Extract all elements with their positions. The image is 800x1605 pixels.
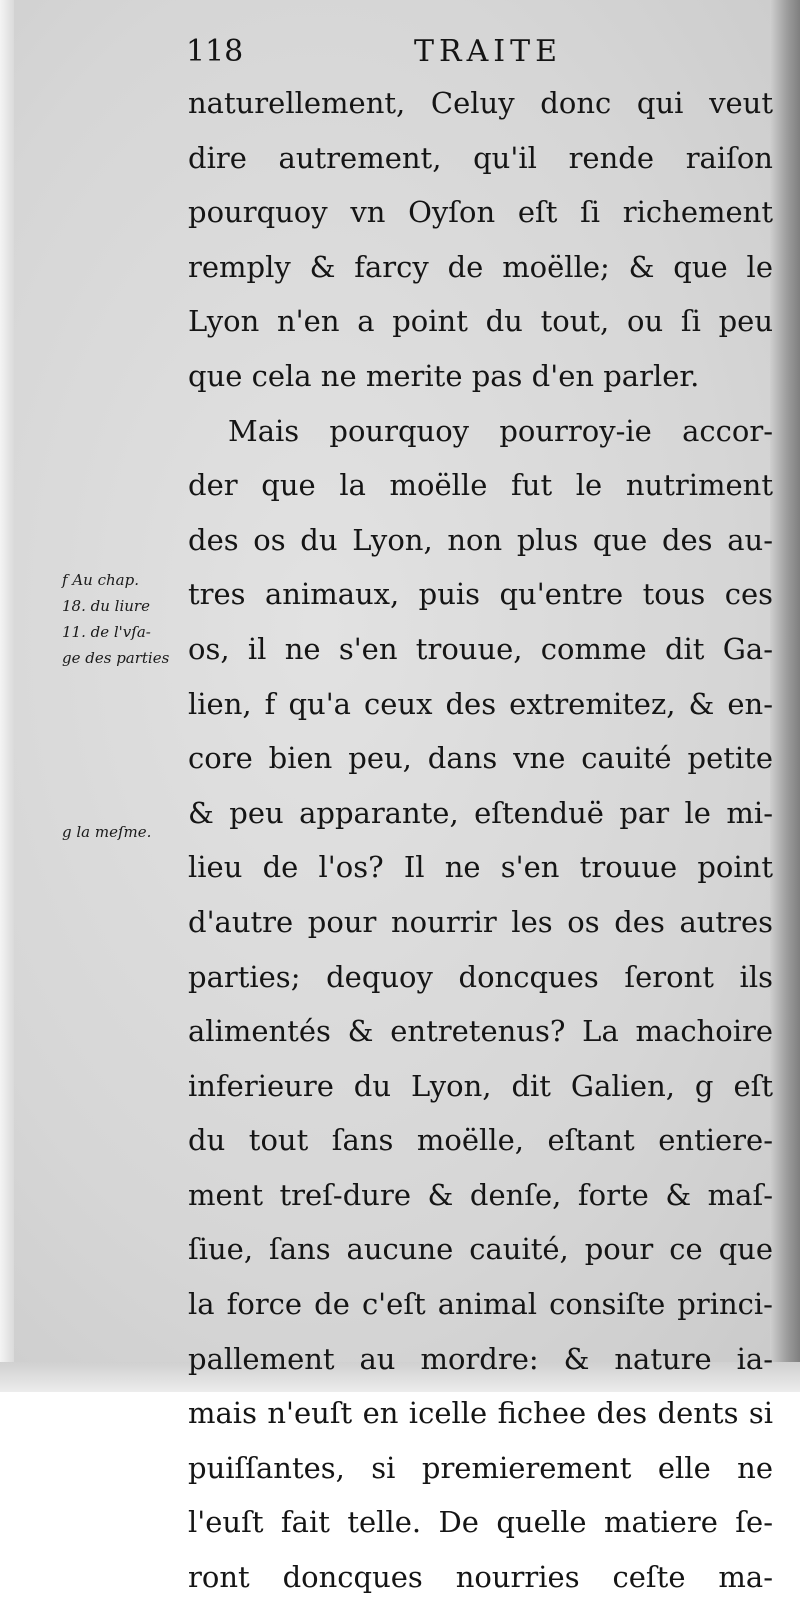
text-line: pourquoy vn Oyſon eſt ſi richement: [188, 195, 773, 230]
page-number: 118: [186, 34, 244, 69]
text-line: la force de c'eſt animal consiſte princi-: [188, 1287, 773, 1322]
text-line: pallement au mordre: & nature ia-: [188, 1341, 773, 1376]
text-line: naturellement, Celuy donc qui veut: [188, 86, 773, 120]
text-line: alimentés & entretenus? La machoire: [188, 1014, 773, 1049]
text-line: dire autrement, qu'il rende raiſon: [188, 140, 773, 175]
margin-note-line: f Au chap.: [62, 571, 139, 589]
margin-note-line: 11. de l'vſa-: [62, 623, 151, 641]
page-header: [186, 30, 776, 80]
text-line: mais n'euſt en icelle fichee des dents si: [188, 1396, 773, 1431]
page-right-edge-shadow: [770, 0, 800, 1392]
text-line: ſiue, ſans aucune cauité, pour ce que: [188, 1232, 773, 1267]
text-line: que cela ne merite pas d'en parler.: [188, 358, 700, 393]
text-line: & peu apparante, eſtenduë par le mi-: [188, 795, 773, 830]
text-line: remply & farcy de moëlle; & que le: [188, 249, 773, 284]
text-line: ment treſ-dure & denſe, forte & maſ-: [188, 1177, 773, 1212]
text-line: tres animaux, puis qu'entre tous ces: [188, 577, 773, 612]
text-line: Lyon n'en a point du tout, ou ſi peu: [188, 304, 773, 339]
margin-note-f: [62, 567, 192, 671]
text-line: inferieure du Lyon, dit Galien, g eſt: [188, 1068, 773, 1103]
margin-note-g: g la meſme.: [62, 823, 152, 841]
text-line: os, il ne s'en trouue, comme dit Ga-: [188, 631, 773, 666]
margin-note-line: 18. du liure: [62, 597, 150, 615]
text-line: ront doncques nourries ceſte ma-: [188, 1560, 773, 1595]
text-line: puiſſantes, si premierement elle ne: [188, 1450, 773, 1485]
text-line: des os du Lyon, non plus que des au-: [188, 522, 773, 557]
text-line: lieu de l'os? Il ne s'en trouue point: [188, 850, 773, 885]
running-title: TRAITE: [414, 34, 563, 69]
text-line: lien, f qu'a ceux des extremitez, & en-: [188, 686, 773, 721]
page-left-edge: [0, 0, 14, 1392]
text-line: parties; dequoy doncques ſeront ils: [188, 959, 773, 994]
text-line: der que la moëlle fut le nutriment: [188, 468, 773, 503]
body-text: [188, 76, 773, 1605]
text-line: l'euſt fait telle. De quelle matiere ſe-: [188, 1505, 773, 1540]
text-line: core bien peu, dans vne cauité petite: [188, 741, 773, 776]
text-line: d'autre pour nourrir les os des autres: [188, 904, 773, 939]
text-line: du tout ſans moëlle, eſtant entiere-: [188, 1123, 773, 1158]
margin-note-line: ge des parties: [62, 649, 170, 667]
paragraph-start-line: Mais pourquoy pourroy-ie accor-: [228, 413, 773, 448]
